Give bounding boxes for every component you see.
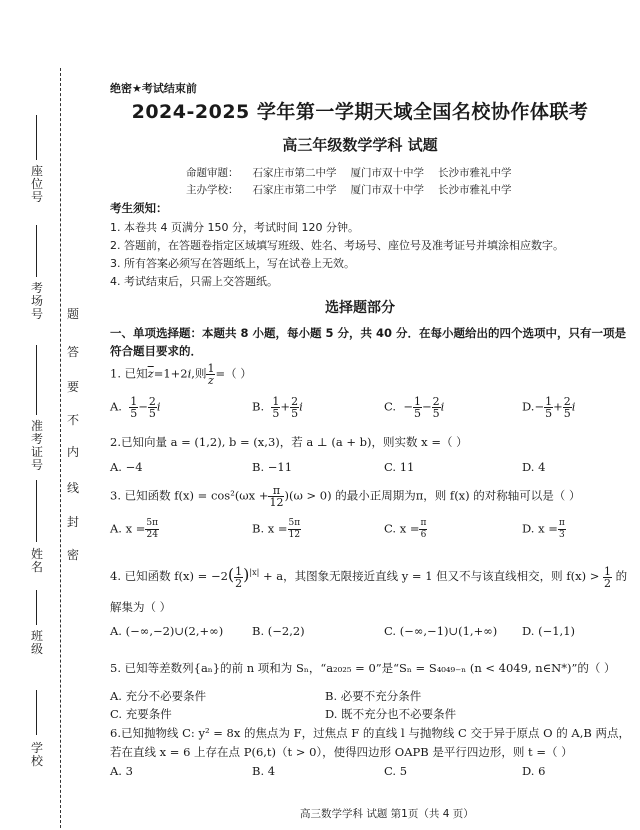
q3-option-b: B. x = $\frac{5\pi}{12}$	[252, 518, 301, 540]
class-label: 班级	[30, 629, 43, 656]
fold-char: 封	[67, 515, 80, 529]
org-school: 石家庄市第二中学	[252, 184, 337, 196]
q1-option-a: A. $\frac{1}{5}$ − $\frac{2}{5}$ i	[110, 395, 161, 420]
q1-stem: =1+2	[153, 366, 188, 381]
binding-strip	[0, 0, 100, 830]
org-label: 命题审题：	[186, 167, 239, 179]
fraction: $\frac{\pi}{12}$	[269, 484, 284, 509]
q6-option-d: D. 6	[522, 764, 546, 778]
q1-stem: ,则	[191, 366, 207, 381]
q4-stem: 4. 已知函数 f(x) = −2	[110, 569, 228, 583]
notice-item: 3. 所有答案必须写在答题纸上，写在试卷上无效。	[110, 257, 355, 270]
part-instructions: 符合题目要求的．	[110, 344, 202, 358]
org-school: 石家庄市第二中学	[252, 167, 337, 179]
fold-char: 内	[67, 445, 80, 459]
fold-char: 不	[67, 413, 80, 427]
fraction: $\frac{1}{2}$	[235, 564, 243, 590]
org-row-hosts	[186, 182, 526, 197]
ticket-number-label: 准考证号	[30, 419, 43, 472]
org-row-proposers	[186, 165, 526, 180]
org-school: 长沙市雅礼中学	[438, 184, 512, 196]
seat-number-label: 座位号	[30, 164, 43, 204]
question-4-line2: 解集为（ ）	[110, 600, 172, 614]
question-4: 4. 已知函数 f(x) = −2( $\frac{1}{2}$ )$^{|x|}$ + a，其图象无限接近直线 y = 1 但又不与该直线相交，则 f(x) > $\frac{1}{2}$ 的	[110, 564, 628, 590]
fraction: $\frac{1}{2}$	[604, 564, 612, 590]
fold-char: 线	[67, 481, 80, 495]
q3-option-c: C. x = $\frac{\pi}{6}$	[384, 518, 427, 540]
org-label: 主办学校：	[186, 184, 239, 196]
q4-stem: 的	[615, 569, 628, 583]
confidential-tag: 绝密★考试结束前	[110, 82, 197, 95]
q1-option-b: B. $\frac{1}{5}$ + $\frac{2}{5}$ i	[252, 395, 303, 420]
name-line	[36, 480, 37, 542]
ticket-number-line	[36, 345, 37, 415]
question-3	[110, 485, 580, 508]
q2-option-c: C. 11	[384, 460, 415, 474]
fold-char: 答	[67, 345, 80, 359]
q5-option-b: B. 必要不充分条件	[325, 689, 422, 703]
section-title: 选择题部分	[325, 300, 395, 316]
exam-room-label: 考场号	[30, 281, 43, 321]
q3-option-d: D. x = $\frac{\pi}{3}$	[522, 518, 565, 540]
exam-title: 2024-2025 学年第一学期天域全国名校协作体联考	[131, 101, 589, 123]
q5-option-c: C. 充要条件	[110, 707, 172, 721]
q1-stem: =（ ）	[215, 366, 252, 381]
q4-option-a: A. (−∞,−2)∪(2,+∞)	[110, 624, 224, 638]
question-6-line2: 若在直线 x = 6 上存在点 P(6,t)（t > 0），使得四边形 OAPB 是平行四边形，则 t =（ ）	[110, 745, 573, 759]
school-line	[36, 690, 37, 735]
q6-option-b: B. 4	[252, 764, 276, 778]
question-6: 6.已知抛物线 C: y² = 8x 的焦点为 F，过焦点 F 的直线 l 与抛物线 C 交于异于原点 O 的 A,B 两点，	[110, 726, 630, 740]
notice-item: 2. 答题前，在答题卷指定区域填写班级、姓名、考场号、座位号及准考证号并填涂相应数字。	[110, 239, 564, 252]
notice-item: 4. 考试结束后，只需上交答题纸。	[110, 275, 278, 288]
question-1: 1. 已知$\overline{z}=1+2i$,则 $\frac{1}{z}$ =（ ）	[110, 362, 252, 387]
q1-stem: 1. 已知	[110, 366, 148, 381]
org-school: 长沙市雅礼中学	[438, 167, 512, 179]
q3-option-a: A. x = $\frac{5\pi}{24}$	[110, 518, 159, 540]
q2-option-b: B. −11	[252, 460, 293, 474]
q4-stem: + a，其图象无限接近直线 y = 1 但又不与该直线相交，则 f(x) >	[262, 569, 600, 583]
class-line	[36, 590, 37, 625]
q6-option-c: C. 5	[384, 764, 408, 778]
q4-option-b: B. (−2,2)	[252, 624, 305, 638]
q6-option-a: A. 3	[110, 764, 133, 778]
org-school: 厦门市双十中学	[350, 167, 424, 179]
fold-char: 密	[67, 548, 80, 562]
fold-line	[60, 68, 61, 828]
q2-option-a: A. −4	[110, 460, 143, 474]
school-label: 学校	[30, 741, 43, 768]
part-instructions: 一、单项选择题：本题共 8 小题，每小题 5 分，共 40 分．在每小题给出的四个选项中，只有一项是	[110, 326, 627, 340]
notice-heading: 考生须知：	[110, 201, 168, 215]
question-5: 5. 已知等差数列{aₙ}的前 n 项和为 Sₙ，“a₂₀₂₅ = 0”是“Sₙ = S₄₀₄₉₋ₙ (n < 4049, n∈N*)”的（ ）	[110, 661, 616, 675]
question-2: 2.已知向量 a = (1,2), b = (x,3)，若 a ⊥ (a + b)，则实数 x =（ ）	[110, 435, 468, 449]
q3-stem: )(ω > 0) 的最小正周期为π，则 f(x) 的对称轴可以是（ ）	[284, 488, 581, 503]
q4-option-d: D. (−1,1)	[522, 624, 576, 638]
q4-option-c: C. (−∞,−1)∪(1,+∞)	[384, 624, 498, 638]
q3-stem: 3. 已知函数 f(x) = cos²(ωx +	[110, 488, 269, 503]
q1-option-c: C. − $\frac{1}{5}$ − $\frac{2}{5}$ i	[384, 395, 445, 420]
page-footer: 高三数学学科 试题 第1页（共 4 页）	[300, 808, 474, 820]
fraction: $\frac{1}{z}$	[207, 362, 215, 387]
exam-room-line	[36, 225, 37, 277]
name-label: 姓名	[30, 547, 43, 574]
notice-item: 1. 本卷共 4 页满分 150 分，考试时间 120 分钟。	[110, 221, 359, 234]
fold-char: 要	[67, 380, 80, 394]
q5-option-a: A. 充分不必要条件	[110, 689, 207, 703]
q5-option-d: D. 既不充分也不必要条件	[325, 707, 457, 721]
exam-subtitle: 高三年级数学学科 试题	[282, 136, 438, 154]
q2-option-d: D. 4	[522, 460, 546, 474]
fold-char: 题	[67, 307, 80, 321]
org-school: 厦门市双十中学	[350, 184, 424, 196]
q1-option-d: D.− $\frac{1}{5}$ + $\frac{2}{5}$ i	[522, 395, 576, 420]
seat-number-line	[36, 115, 37, 160]
z-bar: $\overline{z}$	[147, 366, 154, 381]
